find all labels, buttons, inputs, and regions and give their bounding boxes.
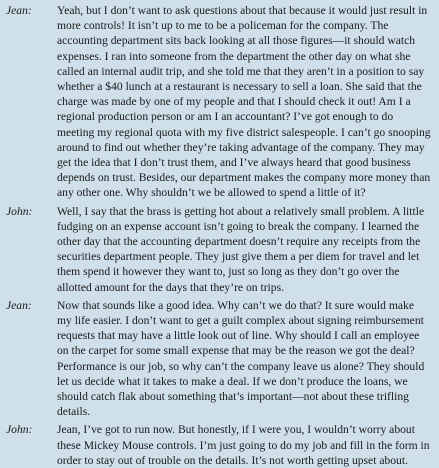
dialogue-entry-john-1 — [6, 204, 433, 295]
speaker-label: Jean: — [6, 298, 32, 312]
speech-text: Well, I say that the brass is getting hot about a relatively small problem. A little fudging on an expense account isn’t going to break the company. I learned the other day that the accounting department doesn’t require any receipts from the securities department people. They just give them a per diem for travel and let them spend it however they want to, just so long as they don’t go over the allotted amount for the days that they’re on trips. — [57, 204, 425, 294]
speech-text: Yeah, but I don’t want to ask questions about that because it would just result in more controls! It isn’t up to me to be a policeman for the company. The accounting department sits back looking at all those figures—it should watch expenses. I ran into someone from the department the other day on what she called an internal audit trip, and she told me that they aren’t in a position to say whether a $40 lunch at a restaurant is necessary to sell a loan. She said that the charge was made by one of my people and that I should check it out! Am I a regional production person or am I an accountant? I’ve got enough to do meeting my regional quota with my five district salespeople. I can’t go snooping around to find out whether they’re taking advantage of the company. They may get the idea that I don’t trust them, and I’ve always heard that good business depends on trust. Besides, our department makes the company more money than any other one. Why shouldn’t we be allowed to spend a little of it? — [57, 4, 431, 200]
speaker-label: John: — [6, 204, 33, 218]
speech-text: Now that sounds like a good idea. Why can’t we do that? It sure would make my life easier. I don’t want to get a guilt complex about signing reimbursement requests that may have a little look out of line. Why should I call an employee on the carpet for some small expense that may be the reason we got the deal? Performance is our job, so why can’t the company leave us alone? They should let us decide what it takes to make a deal. If we don’t produce the loans, we should catch flak about something that’s important—not about these trifling details. — [57, 298, 425, 419]
speech-text: Jean, I’ve got to run now. But honestly, if I were you, I wouldn’t worry about these Mickey Mouse controls. I’m just going to do my job and fill in the form in order to stay out of trouble on the details. It’s not worth getting upset about. — [57, 423, 430, 467]
dialogue-entry-john-2 — [6, 422, 433, 468]
speaker-label: Jean: — [6, 4, 32, 17]
speaker-label: John: — [6, 423, 33, 437]
dialogue-entry-jean-1 — [6, 3, 433, 201]
dialogue-entry-jean-2 — [6, 298, 433, 420]
